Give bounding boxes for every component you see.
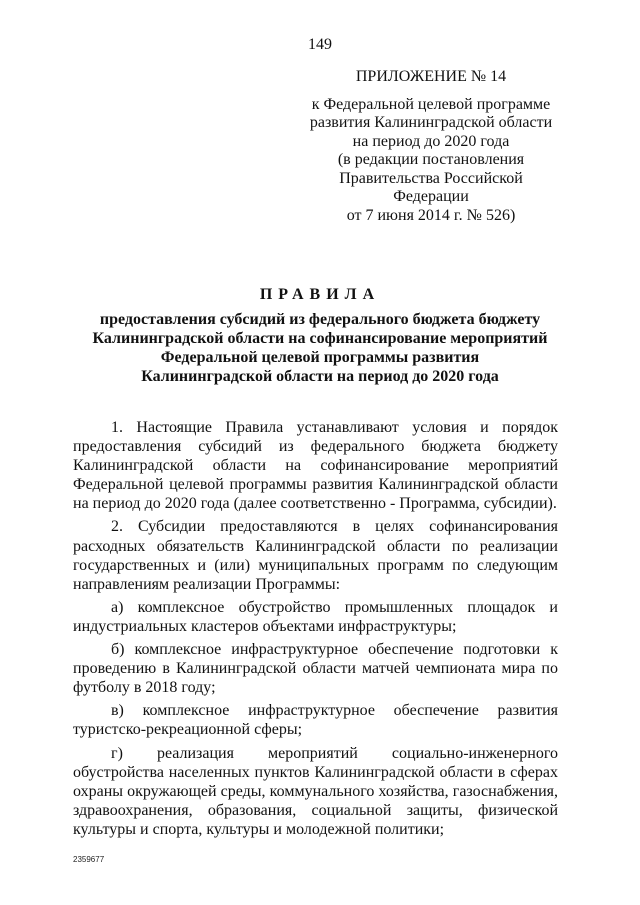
document-body bbox=[73, 418, 558, 843]
appendix-line: (в редакции постановления bbox=[337, 151, 525, 168]
paragraph: 2. Субсидии предоставляются в целях софинансирования расходных обязательств Калининградской области по реализации государственных и (или) муниципальных программ по следующим направлениям реализации Программы: bbox=[73, 518, 558, 593]
appendix-line: на период до 2020 года bbox=[352, 132, 510, 150]
document-code: 2359677 bbox=[73, 855, 105, 864]
page-number: 149 bbox=[308, 36, 332, 53]
paragraph: а) комплексное обустройство промышленных площадок и индустриальных кластеров объектами инфраструктуры; bbox=[73, 598, 558, 635]
paragraph: г) реализация мероприятий социально-инженерного обустройства населенных пунктов Калининградской области в сферах охраны окружающей среды, коммунального хозяйства, газоснабжения, здравоохранения, образования, социальной защиты, физической культуры и спорта, культуры и молодежной политики; bbox=[73, 744, 558, 838]
appendix-line: Правительства Российской Федерации bbox=[339, 169, 523, 205]
paragraph: 1. Настоящие Правила устанавливают условия и порядок предоставления субсидий из федерального бюджета бюджету Калининградской области на софинансирование мероприятий Федеральной целевой программы развития Калининградской области на период до 2020 года (далее соответственно - Программа, субсидии). bbox=[73, 419, 558, 513]
rules-subtitle bbox=[60, 310, 580, 386]
appendix-header bbox=[300, 68, 562, 225]
paragraph: б) комплексное инфраструктурное обеспечение подготовки к проведению в Калининградской области матчей чемпионата мира по футболу в 2018 году; bbox=[73, 641, 558, 697]
appendix-line: развития Калининградской области bbox=[309, 114, 553, 131]
paragraph: в) комплексное инфраструктурное обеспечение развития туристско-рекреационной сферы; bbox=[73, 702, 558, 739]
rules-subtitle-line: Калининградской области на софинансирование мероприятий bbox=[92, 330, 548, 347]
rules-subtitle-line: Федеральной целевой программы развития bbox=[160, 349, 480, 366]
rules-subtitle-line: Калининградской области на период до 2020 года bbox=[141, 368, 499, 385]
appendix-title: ПРИЛОЖЕНИЕ № 14 bbox=[355, 68, 507, 85]
rules-subtitle-line: предоставления субсидий из федерального бюджета бюджету bbox=[99, 311, 541, 328]
rules-title: ПРАВИЛА bbox=[259, 286, 381, 303]
appendix-line: от 7 июня 2014 г. № 526) bbox=[346, 206, 516, 224]
appendix-line: к Федеральной целевой программе bbox=[311, 95, 551, 113]
